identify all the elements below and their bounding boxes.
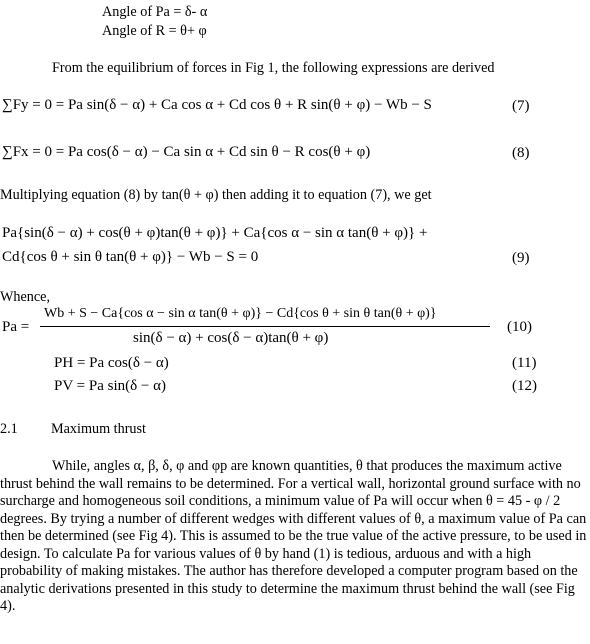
section-title: Maximum thrust bbox=[51, 421, 146, 437]
section-number: 2.1 bbox=[0, 421, 18, 437]
equation-11: PH = Pa cos(δ − α) bbox=[54, 355, 169, 371]
multiply-text: Multiplying equation (8) by tan(θ + φ) then adding it to equation (7), we get bbox=[0, 187, 432, 203]
equation-8: ∑Fx = 0 = Pa cos(δ − α) − Ca sin α + Cd sin θ − R cos(θ + φ) bbox=[2, 144, 371, 160]
equation-12: PV = Pa sin(δ − α) bbox=[54, 378, 166, 394]
equation-10-lhs: Pa = bbox=[2, 319, 30, 335]
whence-text: Whence, bbox=[0, 289, 51, 305]
equation-7-number: (7) bbox=[512, 98, 530, 114]
equation-10-numerator: Wb + S − Ca{cos α − sin α tan(θ + φ)} − Cd{cos θ + sin θ tan(θ + φ)} bbox=[44, 306, 437, 321]
equation-9-number: (9) bbox=[512, 250, 530, 266]
equation-9-line2: Cd{cos θ + sin θ tan(θ + φ)} − Wb − S = 0 bbox=[2, 249, 259, 265]
equation-12-number: (12) bbox=[512, 378, 537, 394]
equation-10-number: (10) bbox=[507, 319, 532, 335]
equation-7: ∑Fy = 0 = Pa sin(δ − α) + Ca cos α + Cd cos θ + R sin(θ + φ) − Wb − S bbox=[2, 97, 432, 113]
angle-pa-line: Angle of Pa = δ- α bbox=[102, 4, 208, 20]
angle-r-line: Angle of R = θ+ φ bbox=[102, 23, 207, 39]
equation-11-number: (11) bbox=[512, 355, 537, 371]
body-paragraph: While, angles α, β, δ, φ and φp are known quantities, θ that produces the maximum active thrust behind the wall remains to be determined. For a vertical wall, horizontal ground surface with no surcharge and homogeneous soil conditions, a minimum value of Pa will occur when θ = 45 - φ / 2 degrees. By trying a number of different wedges with different values of θ, a maximum value of Pa can then be determined (see Fig 4). This is assumed to be the true value of the active pressure, to be used in design. To calculate Pa for various values of θ by hand (1) is tedious, arduous and with a high probability of making mistakes. The author has therefore developed a computer program based on the analytic derivations presented in this study to determine the maximum thrust behind the wall (see Fig 4). bbox=[0, 458, 587, 614]
equation-10-denominator: sin(δ − α) + cos(δ − α)tan(θ + φ) bbox=[133, 330, 329, 346]
equation-9-line1: Pa{sin(δ − α) + cos(θ + φ)tan(θ + φ)} + Ca{cos α − sin α tan(θ + φ)} + bbox=[2, 225, 428, 241]
fraction-bar bbox=[40, 326, 490, 327]
intro-text: From the equilibrium of forces in Fig 1, the following expressions are derived bbox=[52, 60, 495, 76]
equation-8-number: (8) bbox=[512, 145, 530, 161]
